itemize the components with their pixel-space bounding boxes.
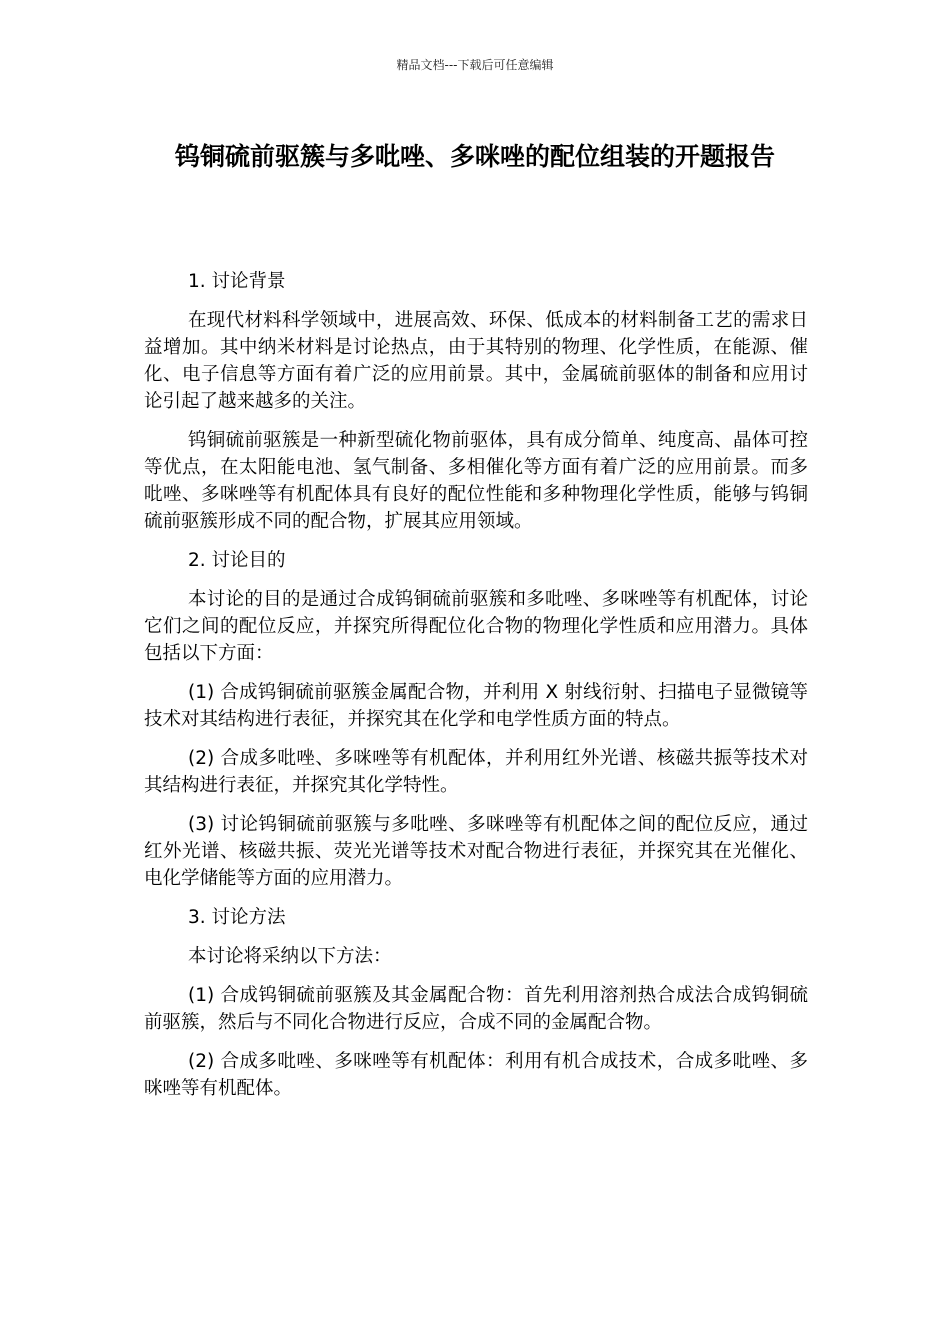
- section-heading-purpose: 2. 讨论目的: [188, 550, 286, 571]
- list-item-paragraph: (2) 合成多吡唑、多咪唑等有机配体，并利用红外光谱、核磁共振等技术对其结构进行表征，并探究其化学特性。: [144, 748, 808, 796]
- section-heading-background: 1. 讨论背景: [188, 271, 286, 292]
- section-heading-methods: 3. 讨论方法: [188, 907, 286, 928]
- paragraph: 本讨论将采纳以下方法：: [188, 946, 392, 967]
- paragraph: 本讨论的目的是通过合成钨铜硫前驱簇和多吡唑、多咪唑等有机配体，讨论它们之间的配位反应，并探究所得配位化合物的物理化学性质和应用潜力。具体包括以下方面：: [144, 589, 808, 664]
- paragraph: 在现代材料科学领域中，进展高效、环保、低成本的材料制备工艺的需求日益增加。其中纳米材料是讨论热点，由于其特别的物理、化学性质，在能源、催化、电子信息等方面有着广泛的应用前景。其中，金属硫前驱体的制备和应用讨论引起了越来越多的关注。: [144, 310, 808, 412]
- document-title: 钨铜硫前驱簇与多吡唑、多咪唑的配位组装的开题报告: [174, 142, 775, 171]
- header-note: 精品文档---下载后可任意编辑: [396, 58, 554, 72]
- list-item-paragraph: (1) 合成钨铜硫前驱簇金属配合物，并利用 X 射线衍射、扫描电子显微镜等技术对其结构进行表征，并探究其在化学和电学性质方面的特点。: [144, 682, 808, 730]
- list-item-paragraph: (3) 讨论钨铜硫前驱簇与多吡唑、多咪唑等有机配体之间的配位反应，通过红外光谱、核磁共振、荧光光谱等技术对配合物进行表征，并探究其在光催化、电化学储能等方面的应用潜力。: [144, 814, 808, 889]
- paragraph: 钨铜硫前驱簇是一种新型硫化物前驱体，具有成分简单、纯度高、晶体可控等优点，在太阳能电池、氢气制备、多相催化等方面有着广泛的应用前景。而多吡唑、多咪唑等有机配体具有良好的配位性能和多种物理化学性质，能够与钨铜硫前驱簇形成不同的配合物，扩展其应用领域。: [144, 430, 808, 532]
- list-item-paragraph: (2) 合成多吡唑、多咪唑等有机配体：利用有机合成技术，合成多吡唑、多咪唑等有机配体。: [144, 1051, 808, 1099]
- list-item-paragraph: (1) 合成钨铜硫前驱簇及其金属配合物：首先利用溶剂热合成法合成钨铜硫前驱簇，然后与不同化合物进行反应，合成不同的金属配合物。: [144, 985, 808, 1033]
- document-body: [144, 268, 808, 1114]
